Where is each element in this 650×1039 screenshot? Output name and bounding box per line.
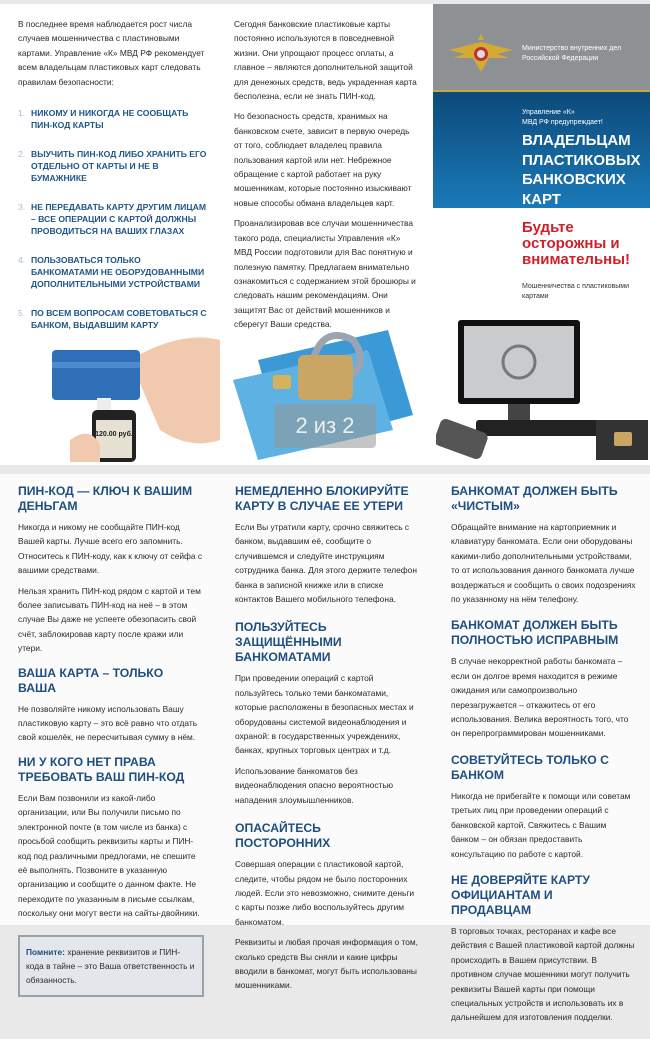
tip-paragraph: Реквизиты и любая прочая информация о том, сколько средств Вы сняли и какие цифры вводили в банкомат, могут быть использованы мошенниками. [235, 937, 418, 991]
tip-paragraph: При проведении операций с картой пользуйтесь только теми банкоматами, которые расположены в безопасных местах и оборудованы системой видеонаблюдения и охраной: в государственных учреждениях, банках, крупных торговых центрах и т.д. [235, 673, 414, 756]
locked-computer-photo [436, 320, 650, 462]
page-indicator: 2 из 2 [274, 404, 376, 448]
tip-section [18, 484, 204, 656]
middle-column [235, 484, 419, 1007]
cover-topic: Мошенничества с пластиковыми картами [522, 283, 630, 300]
rule-text: ПОЛЬЗОВАТЬСЯ ТОЛЬКО БАНКОМАТАМИ НЕ ОБОРУДОВАННЫМИ ДОПОЛНИТЕЛЬНЫМИ УСТРОЙСТВАМИ [31, 255, 205, 290]
cover-subtitle-1: Управление «К» [522, 109, 575, 116]
tip-paragraph: В случае некорректной работы банкомата – если он долгое время находится в режиме ожидания или самопроизвольно перезагружается – откажитесь от его использования. Велика вероятность того, что он перепрограммирован мошенниками. [451, 656, 629, 739]
tip-section [451, 753, 636, 861]
intro-paragraph: Проанализировав все случаи мошенничества такого рода, специалисты Управления «К» МВД России подготовили для Вас понятную и полезную памятку. Предлагаем внимательно ознакомиться с содержанием этой брошюры и следовать нашим рекомендациям. Они защитят Вас от действий мошенников и сберегут Ваши средства. [234, 218, 416, 330]
tip-heading: НЕ ДОВЕРЯЙТЕ КАРТУ ОФИЦИАНТАМ И ПРОДАВЦАМ [451, 872, 590, 917]
tip-section [235, 620, 419, 807]
safety-rules-list [18, 107, 208, 331]
safety-rule [18, 201, 208, 237]
tip-section [451, 484, 636, 606]
tip-section [451, 618, 636, 740]
tip-paragraph: В торговых точках, ресторанах и кафе все действия с Вашей пластиковой картой должны происходить в Вашем присутствии. В противном случае мошенники могут получить реквизиты Вашей карты при помощи специальных устройств и использовать их в дальнейшем для изготовления подделки. [451, 925, 635, 1023]
brochure-page-outer [0, 4, 650, 465]
tip-paragraph: Не позволяйте никому использовать Вашу пластиковую карту – это всё равно что отдать свой кошелёк, не пересчитывая сумму в нём. [18, 703, 198, 743]
rule-number: 5. [18, 308, 26, 319]
rule-number: 3. [18, 202, 26, 213]
remember-text: хранение реквизитов и ПИН-кода в тайне – это Ваша ответственность и обязанность. [26, 946, 195, 985]
cover-header [433, 4, 650, 92]
tip-heading: СОВЕТУЙТЕСЬ ТОЛЬКО С БАНКОМ [451, 752, 609, 782]
left-column [18, 484, 204, 997]
safety-rule [18, 148, 208, 184]
rule-number: 2. [18, 149, 26, 160]
tip-paragraph: Если Вам позвонили из какой-либо организации, или Вы получили письмо по электронной почте (в том числе из банка) с просьбой сообщить реквизиты карты и ПИН-код под различными предлогами, не спешите её выполнять. Позвоните в указанную организацию и сообщите о данном факте. Не переходите по указанным в письме ссылкам, поскольку они могут вести на сайты-двойники. [18, 792, 200, 919]
intro-paragraph: Сегодня банковские пластиковые карты постоянно используются в повседневной жизни. Они упрощают процесс оплаты, а главное – являются дополнительной защитой для денежных средств, ведь украденная карта бесполезна, если не знать ПИН-код. [234, 19, 417, 102]
rule-text: ВЫУЧИТЬ ПИН-КОД ЛИБО ХРАНИТЬ ЕГО ОТДЕЛЬНО ОТ КАРТЫ И НЕ В БУМАЖНИКЕ [31, 149, 207, 184]
cover-title-block [433, 92, 650, 208]
tip-heading: ВАША КАРТА – ТОЛЬКО ВАША [18, 665, 164, 695]
safety-rule [18, 107, 208, 131]
cover-panel [433, 4, 650, 304]
tip-heading: НЕМЕДЛЕННО БЛОКИРУЙТЕ КАРТУ В СЛУЧАЕ ЕЕ УТЕРИ [235, 484, 409, 513]
tip-heading: БАНКОМАТ ДОЛЖЕН БЫТЬ «ЧИСТЫМ» [451, 484, 618, 513]
tip-paragraph: Никогда не прибегайте к помощи или советам третьих лиц при проведении операций с банковской картой. Свяжитесь с Вашим банком – он обязан предоставить консультацию по работе с картой. [451, 790, 631, 859]
card-payment-photo [40, 320, 220, 462]
remember-label: Помните: [26, 946, 65, 957]
remember-note [18, 935, 204, 997]
rule-text: НЕ ПЕРЕДАВАТЬ КАРТУ ДРУГИМ ЛИЦАМ – ВСЕ ОПЕРАЦИИ С КАРТОЙ ДОЛЖНЫ ПРОВОДИТЬСЯ НА ВАШИХ ГЛАЗАХ [31, 202, 206, 237]
tip-paragraph: Использование банкоматов без видеонаблюдения опасно вероятностью нападения злоумышленников. [235, 765, 394, 805]
tip-section [18, 666, 204, 745]
tip-heading: БАНКОМАТ ДОЛЖЕН БЫТЬ ПОЛНОСТЬЮ ИСПРАВНЫМ [451, 618, 619, 648]
rule-number: 1. [18, 108, 26, 119]
rule-text: НИКОМУ И НИКОГДА НЕ СООБЩАТЬ ПИН-КОД КАРТЫ [31, 108, 189, 131]
rule-number: 4. [18, 255, 26, 266]
tip-heading: ПИН-КОД — КЛЮЧ К ВАШИМ ДЕНЬГАМ [18, 484, 193, 513]
tip-section [235, 484, 419, 606]
brochure-page-inner [0, 474, 650, 1023]
tip-section [18, 755, 204, 921]
right-column [451, 484, 636, 1039]
intro-paragraph: Но безопасность средств, хранимых на банковском счете, зависит в первую очередь от того, соблюдает владелец правила пользования картой или нет. Небрежное обращение с картой работает на руку мошенникам, которые постоянно изыскивают новые способы обмана владельцев карт. [234, 111, 412, 208]
phone-amount: 120.00 руб. [95, 431, 133, 438]
cover-title: ВЛАДЕЛЬЦАМ ПЛАСТИКОВЫХ БАНКОВСКИХ КАРТ [522, 132, 641, 208]
rule-text: ПО ВСЕМ ВОПРОСАМ СОВЕТОВАТЬСЯ С БАНКОМ, ВЫДАВШИМ КАРТУ [31, 308, 207, 331]
intro-text: В последнее время наблюдается рост числа случаев мошенничества с пластиновыми картами. Управление «К» МВД РФ рекомендует всем владельцам пластиковых карт следовать правилам безопасности: [18, 19, 205, 87]
intro-column [18, 17, 208, 348]
tip-heading: ОПАСАЙТЕСЬ ПОСТОРОННИХ [235, 821, 331, 851]
tip-heading: ПОЛЬЗУЙТЕСЬ ЗАЩИЩЁННЫМИ БАНКОМАТАМИ [235, 620, 342, 665]
tip-heading: НИ У КОГО НЕТ ПРАВА ТРЕБОВАТЬ ВАШ ПИН-КОД [18, 754, 185, 784]
tip-paragraph: Совершая операции с пластиковой картой, следите, чтобы рядом не было посторонних людей. Если это невозможно, снимите деньги с карты позже либо воспользуйтесь другим банкоматом. [235, 859, 415, 927]
tip-paragraph: Обращайте внимание на картоприемник и клавиатуру банкомата. Если они оборудованы какими-либо дополнительными устройствами, то от использования данного банкомата лучше воздержаться и сообщить о своих подозрениях по указанному на нём телефону. [451, 522, 636, 605]
cover-subtitle-2: МВД РФ предупреждает! [522, 119, 603, 126]
tip-section [451, 873, 636, 1025]
tip-paragraph: Нельзя хранить ПИН-код рядом с картой и тем более записывать ПИН-код на неё – в этом случае Вы даже не успеете обезопасить свой счёт, заблокировав карту после кражи или утери. [18, 585, 201, 654]
tip-paragraph: Никогда и никому не сообщайте ПИН-код Вашей карты. Лучше всего его запомнить. Относитесь к ПИН-коду, как к ключу от сейфа с вашими средствами. [18, 522, 203, 576]
mvd-emblem-icon [445, 32, 517, 76]
safety-rule [18, 254, 208, 290]
cover-warning: Будьте осторожны и внимательны! [522, 219, 631, 268]
tip-paragraph: Если Вы утратили карту, срочно свяжитесь с банком, выдавшим её, сообщите о случившемся и следуйте инструкциям сотрудника банка. Для этого держите телефон банка в записной книжке или в списке контактов Вашего мобильного телефона. [235, 522, 417, 605]
ministry-name: Министерство внутренних дел Российской Федерации [522, 45, 622, 62]
tip-section [235, 821, 419, 993]
intro-middle-column [234, 17, 419, 338]
